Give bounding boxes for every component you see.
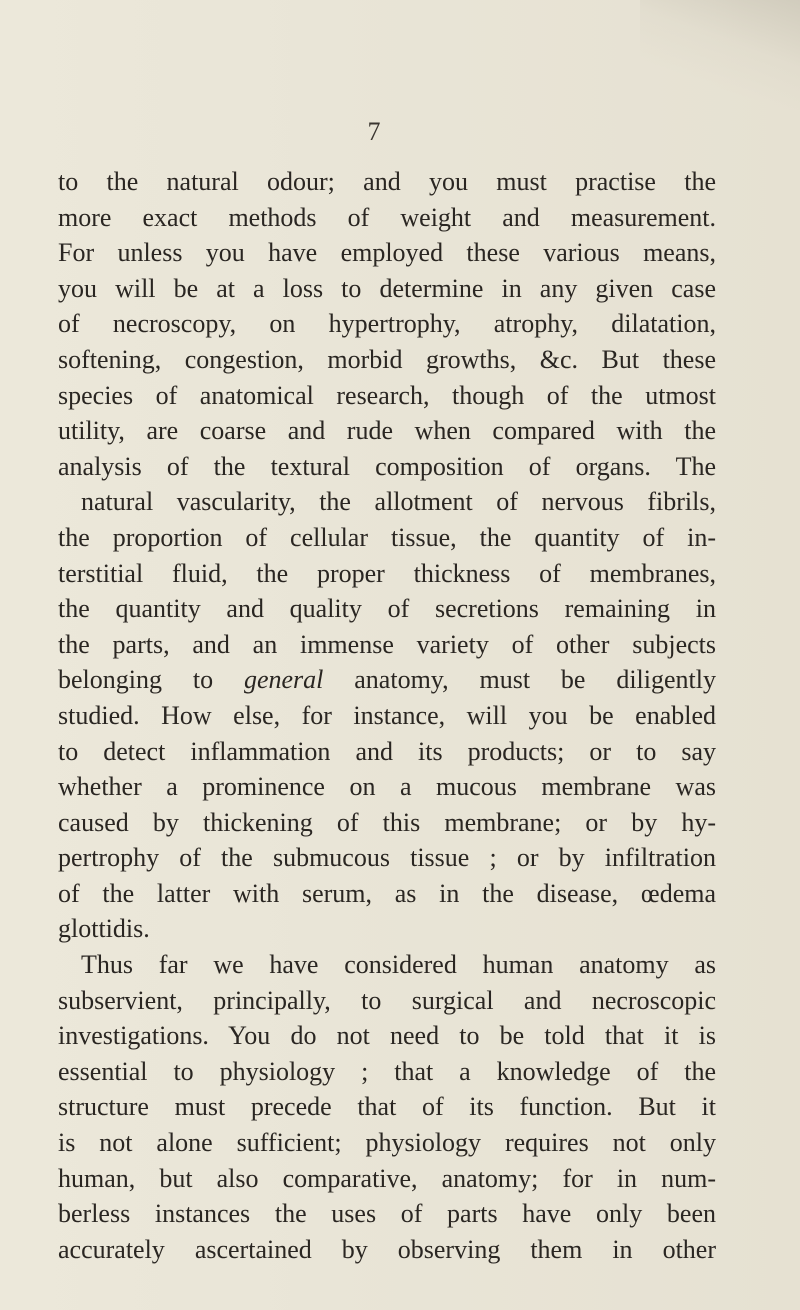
text-line: structure must precede that of its function. But it [58,1092,716,1122]
text-line: the parts, and an immense variety of other subjects [58,629,716,659]
text-line: human, but also comparative, anatomy; for in num- [58,1163,716,1193]
text-line: terstitial fluid, the proper thickness of membranes, [58,558,716,588]
text-line: subservient, principally, to surgical and necroscopic [58,985,716,1015]
text-segment: anatomy, must be diligently [323,665,716,695]
text-line: analysis of the textural composition of organs. The [58,451,716,481]
text-line: pertrophy of the submucous tissue ; or by infiltration [58,843,716,873]
text-line: For unless you have employed these various means, [58,238,716,268]
text-line: of necroscopy, on hypertrophy, atrophy, dilatation, [58,309,716,339]
text-line: the proportion of cellular tissue, the quantity of in- [58,522,716,552]
text-line: berless instances the uses of parts have only been [58,1199,716,1229]
text-line: to detect inflammation and its products; or to say [58,736,716,766]
text-line: caused by thickening of this membrane; or by hy- [58,807,716,837]
page-shadow [640,0,800,110]
text-line: softening, congestion, morbid growths, &c. But these [58,344,716,374]
text-line: essential to physiology ; that a knowledge of the [58,1056,716,1086]
text-line-with-italic [58,662,716,698]
text-line: to the natural odour; and you must practise the [58,167,716,196]
text-line: whether a prominence on a mucous membrane was [58,772,716,802]
text-line: studied. How else, for instance, will you be enabled [58,700,716,730]
text-segment: belonging to [58,665,244,695]
text-line: utility, are coarse and rude when compared with the [58,416,716,446]
text-line: accurately ascertained by observing them in other [58,1234,716,1264]
text-line: glottidis. [58,914,150,944]
text-line: is not alone sufficient; physiology requires not only [58,1128,716,1158]
page-number: 7 [367,117,381,146]
italic-word: general [243,665,324,695]
text-line: of the latter with serum, as in the disease, œdema [58,878,716,908]
text-line: the quantity and quality of secretions remaining in [58,594,716,624]
body-text [58,164,716,1267]
text-line: more exact methods of weight and measurement. [58,202,716,232]
text-line: you will be at a loss to determine in any given case [58,273,716,303]
text-line: Thus far we have considered human anatomy as [81,950,716,980]
text-line: investigations. You do not need to be told that it is [58,1021,716,1051]
text-line: natural vascularity, the allotment of nervous fibrils, [81,487,716,517]
text-line: species of anatomical research, though of the utmost [58,380,716,410]
